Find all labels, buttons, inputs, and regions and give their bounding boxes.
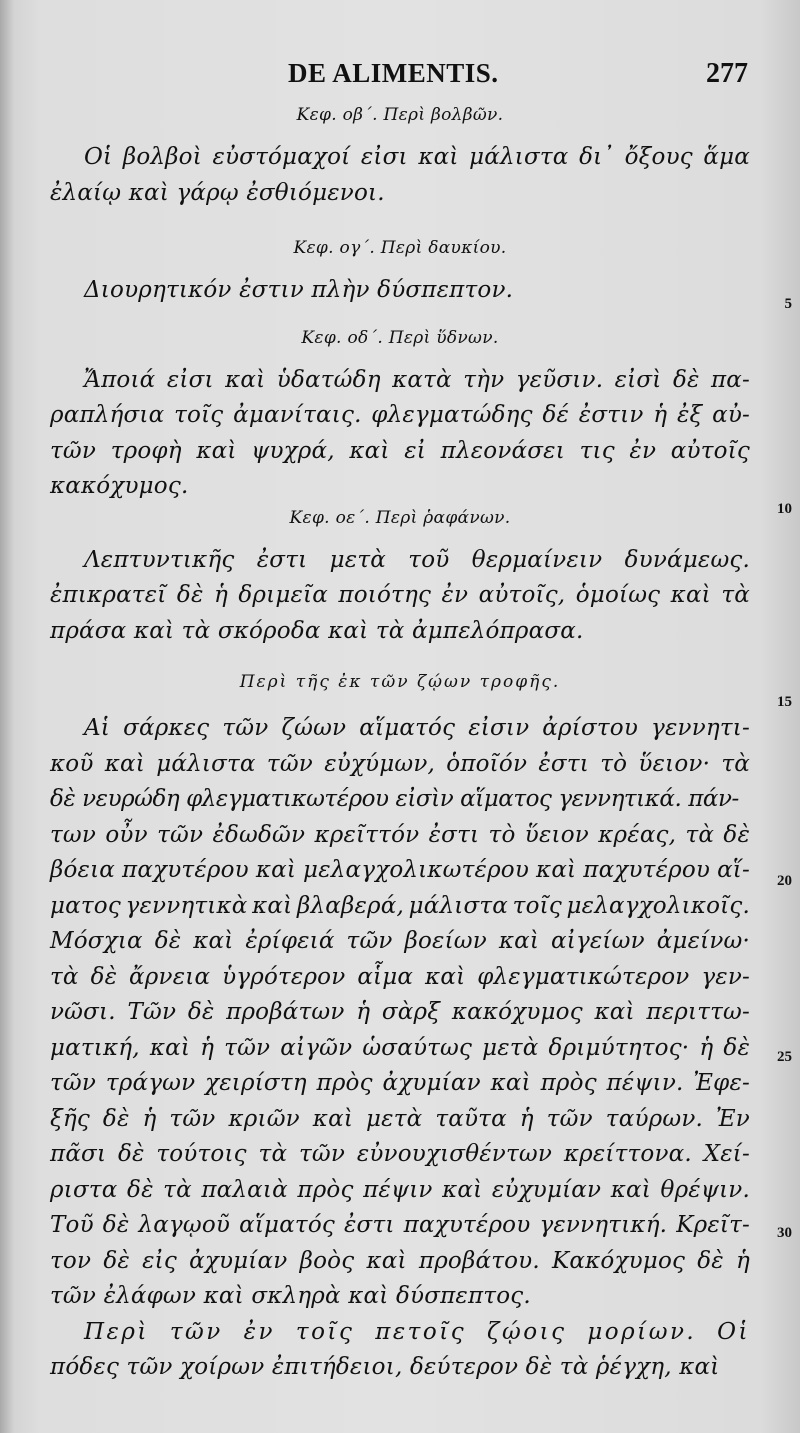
text-line: κοῦ καὶ μάλιστα τῶν εὐχύμων, ὁποῖόν ἐστι τὸ ὕειον· τὰ [50, 750, 750, 777]
text-line: δὲ νευρώδη φλεγματικωτέρου εἰσὶν αἵματος γεννητικά. πάν- [50, 786, 739, 812]
text-line: Οἱ βολβοὶ εὐστόμαχοί εἰσι καὶ μάλιστα δι᾽ ὄξους ἅμα [84, 144, 750, 170]
chapter-text-73 [50, 273, 750, 309]
text-line: Ἄποιά εἰσι καὶ ὑδατώδη κατὰ τὴν γεῦσιν. εἰσὶ δὲ πα- [84, 366, 750, 393]
text-line: κακόχυμος. [50, 473, 189, 499]
text-line: ματος γεννητικὰ καὶ βλαβερά, μάλιστα τοῖς μελαγχολικοῖς. [50, 892, 750, 919]
text-line: τῶν ἐλάφων καὶ σκληρὰ καὶ δύσπεπτος. [50, 1283, 531, 1309]
section-text-animal-food [50, 711, 750, 1386]
line-number-5: 5 [784, 296, 792, 312]
text-line: ἐλαίῳ καὶ γάρῳ ἐσθιόμενοι. [50, 179, 385, 206]
line-number-15: 15 [777, 694, 792, 710]
text-line: βόεια παχυτέρου καὶ μελαγχολικωτέρου καὶ παχυτέρου αἵ- [50, 857, 750, 883]
main-text [50, 104, 750, 1386]
text-line: Τοῦ δὲ λαγῳοῦ αἵματός ἐστι παχυτέρου γεννητική. Κρεῖτ- [50, 1212, 750, 1238]
text-line: πόδες τῶν χοίρων ἐπιτήδειοι, δεύτερον δὲ τὰ ῥέγχη, καὶ [50, 1354, 720, 1380]
line-number-10: 10 [777, 501, 792, 517]
chapter-heading-74: Κεφ. οδ΄. Περὶ ὕδνων. [301, 327, 499, 348]
chapter-heading-73: Κεφ. ογ΄. Περὶ δαυκίου. [293, 238, 507, 258]
text-line: Αἱ σάρκες τῶν ζώων αἵματός εἰσιν ἀρίστου γεννητι- [84, 715, 750, 741]
chapter-text-74 [50, 363, 750, 505]
chapter-text-72 [50, 140, 750, 211]
text-line: Μόσχια δὲ καὶ ἐρίφειά τῶν βοείων καὶ αἰγείων ἀμείνω· [50, 928, 750, 954]
text-line: ἐπικρατεῖ δὲ ἡ δριμεῖα ποιότης ἐν αὐτοῖς, ὁμοίως καὶ τὰ [50, 582, 750, 608]
chapter-text-75 [50, 543, 750, 650]
text-line: των οὖν τῶν ἐδωδῶν κρεῖττόν ἐστι τὸ ὕειον κρέας, τὰ δὲ [50, 821, 750, 848]
text-line: πράσα καὶ τὰ σκόροδα καὶ τὰ ἀμπελόπρασα. [50, 617, 584, 644]
text-line: Λεπτυντικῆς ἐστι μετὰ τοῦ θερμαίνειν δυνάμεως. [84, 546, 750, 573]
text-line: ματική, καὶ ἡ τῶν αἰγῶν ὡσαύτως μετὰ δριμύτητος· ἡ δὲ [50, 1034, 750, 1061]
text-line: τῶν τροφὴ καὶ ψυχρά, καὶ εἰ πλεονάσει τις ἐν αὐτοῖς [50, 437, 750, 464]
text-line: ριστα δὲ τὰ παλαιὰ πρὸς πέψιν καὶ εὐχυμίαν καὶ θρέψιν. [50, 1176, 750, 1203]
line-number-20: 20 [777, 873, 792, 889]
text-line: Διουρητικόν ἐστιν πλὴν δύσπεπτον. [84, 277, 514, 303]
text-line: νῶσι. Τῶν δὲ προβάτων ἡ σὰρξ κακόχυμος καὶ περιττω- [50, 999, 750, 1025]
text-line: τῶν τράγων χειρίστη πρὸς ἀχυμίαν καὶ πρὸς πέψιν. Ἐφε- [50, 1070, 750, 1096]
line-number-30: 30 [777, 1225, 792, 1241]
text-line: τὰ δὲ ἄρνεια ὑγρότερον αἷμα καὶ φλεγματικώτερον γεν- [50, 963, 750, 990]
text-line: πᾶσι δὲ τούτοις τὰ τῶν εὐνουχισθέντων κρείττονα. Χεί- [50, 1141, 750, 1167]
line-number-25: 25 [777, 1049, 792, 1065]
chapter-heading-72: Κεφ. οβ΄. Περὶ βολβῶν. [296, 105, 504, 125]
page-header [0, 58, 800, 92]
text-line: ραπλήσια τοῖς ἀμανίταις. φλεγματώδης δέ ἐστιν ἡ ἐξ αὐ- [50, 402, 750, 428]
running-title: DE ALIMENTIS. [288, 58, 499, 88]
text-line: Περὶ τῶν ἐν τοῖς πετοῖς ζῴοις μορίων. Οἱ [84, 1318, 750, 1345]
chapter-heading-75: Κεφ. οε΄. Περὶ ῥαφάνων. [289, 507, 511, 528]
section-heading-animal-food: Περὶ τῆς ἐκ τῶν ζῴων τροφῆς. [239, 672, 561, 692]
page-number: 277 [706, 58, 748, 89]
text-line: τον δὲ εἰς ἀχυμίαν βοὸς καὶ προβάτου. Κακόχυμος δὲ ἡ [50, 1247, 750, 1274]
text-line: ξῆς δὲ ἡ τῶν κριῶν καὶ μετὰ ταῦτα ἡ τῶν ταύρων. Ἐν [50, 1105, 750, 1132]
